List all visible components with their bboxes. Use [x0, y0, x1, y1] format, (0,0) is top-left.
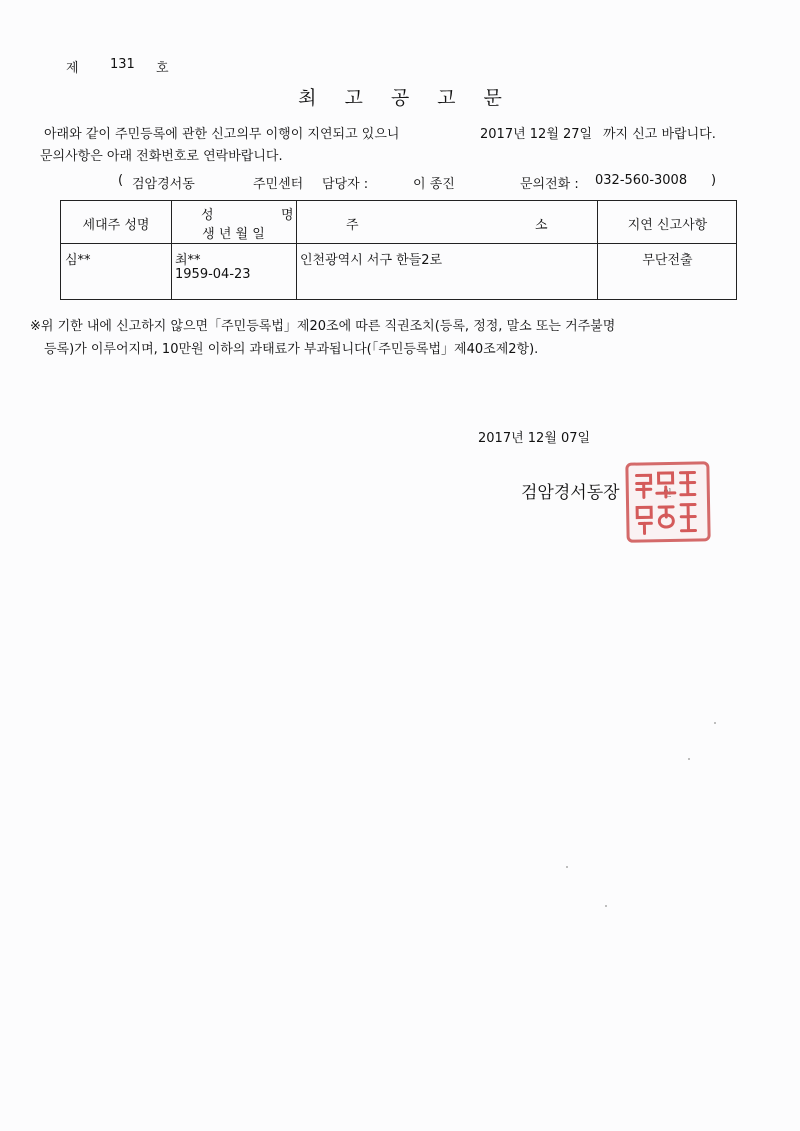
- header-birth: 생 년 월 일: [202, 227, 265, 242]
- notice-line2: 등록)가 이루어지며, 10만원 이하의 과태료가 부과됩니다(「주민등록법」제40조제2항).: [44, 342, 539, 357]
- seal-mark: 인: [663, 489, 672, 499]
- header-name-left: 성: [201, 208, 214, 223]
- header-address-left: 주: [346, 218, 359, 233]
- title-char: 문: [483, 87, 502, 109]
- contact-manager-label: 담당자 :: [322, 177, 369, 192]
- cell-delay: 무단전출: [642, 253, 693, 268]
- official-seal: [625, 461, 710, 542]
- deadline-date: 2017년 12월 27일: [480, 127, 593, 142]
- table-divider: [296, 201, 297, 299]
- title-char: 고: [344, 87, 363, 109]
- scan-speck: [714, 722, 716, 724]
- document-number: 131: [110, 57, 135, 72]
- contact-center: 주민센터: [253, 177, 304, 192]
- seal-icon: [628, 464, 707, 539]
- title-char: 고: [437, 87, 456, 109]
- title-char: 공: [390, 87, 410, 109]
- table-divider: [171, 201, 172, 299]
- contact-phone-label: 문의전화 :: [520, 177, 579, 192]
- header-delay: 지연 신고사항: [627, 218, 708, 233]
- document-number-prefix: 제: [66, 61, 79, 76]
- signing-authority: 검암경서동장: [521, 483, 620, 503]
- scan-speck: [605, 905, 607, 907]
- header-name-right: 명: [281, 208, 294, 223]
- cell-address: 인천광역시 서구 한들2로: [300, 253, 443, 268]
- notice-line1: ※위 기한 내에 신고하지 않으면「주민등록법」제20조에 따른 직권조치(등록, 정정, 말소 또는 거주불명: [30, 319, 616, 334]
- contact-phone: 032-560-3008: [595, 173, 688, 188]
- document-title: [0, 83, 800, 110]
- scan-speck: [566, 866, 568, 868]
- intro-line1: 아래와 같이 주민등록에 관한 신고의무 이행이 지연되고 있으니: [44, 127, 400, 142]
- intro-line2: 문의사항은 아래 전화번호로 연락바랍니다.: [40, 149, 283, 164]
- table-header-row: [61, 201, 736, 244]
- header-address-right: 소: [535, 218, 548, 233]
- table-row: [61, 244, 736, 300]
- contact-close-paren: ): [711, 173, 717, 188]
- table-divider: [597, 201, 598, 299]
- contact-office: 검암경서동: [132, 177, 195, 192]
- contact-open-paren: (: [118, 173, 124, 188]
- document-number-suffix: 호: [156, 61, 169, 76]
- issue-date: 2017년 12월 07일: [478, 431, 591, 446]
- scan-speck: [688, 758, 690, 760]
- cell-name: 최**: [175, 253, 201, 268]
- contact-manager-name: 이 종진: [413, 177, 455, 192]
- cell-birth: 1959-04-23: [175, 267, 251, 282]
- header-householder: 세대주 성명: [82, 218, 150, 233]
- delinquency-table: [60, 200, 737, 300]
- title-char: 최: [298, 87, 317, 109]
- intro-line1-end: 까지 신고 바랍니다.: [603, 127, 716, 142]
- cell-householder: 심**: [65, 253, 91, 268]
